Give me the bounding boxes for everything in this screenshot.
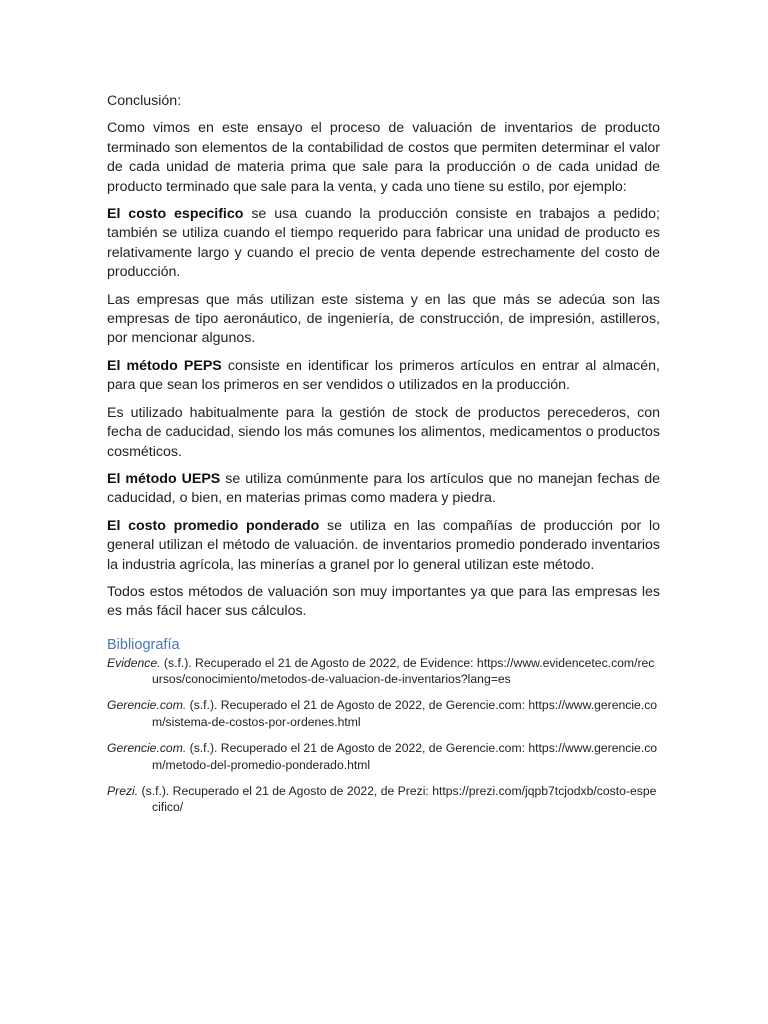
bibliography-list <box>107 655 660 816</box>
reference-item <box>107 740 660 773</box>
reference-item <box>107 655 660 688</box>
paragraph-text: Todos estos métodos de valuación son muy importantes ya que para las empresas les es más fácil hacer sus cálculos. <box>107 583 660 620</box>
paragraph-bold-lead: El costo especifico <box>107 206 244 223</box>
paragraph-bold-lead: El método PEPS <box>107 357 222 374</box>
bibliography-heading: Bibliografía <box>107 636 180 653</box>
paragraph-bold-lead: El método UEPS <box>107 470 221 487</box>
reference-text: (s.f.). Recuperado el 21 de Agosto de 2022, de Evidence: https://www.evidencetec.com/recursos/conocimiento/metodos-de-valuacion-de-inventarios?lang=es <box>152 655 655 687</box>
paragraph-text: consiste en identificar los primeros artículos en entrar al almacén, para que sean los primeros en ser vendidos o utilizados en la producción. <box>107 357 660 394</box>
paragraph-promedio-ponderado <box>107 517 660 575</box>
reference-source: Gerencie.com. <box>107 741 187 756</box>
reference-text: (s.f.). Recuperado el 21 de Agosto de 2022, de Gerencie.com: https://www.gerencie.com/metodo-del-promedio-ponderado.html <box>152 741 658 772</box>
paragraph-costo-especifico <box>107 205 660 283</box>
reference-source: Gerencie.com. <box>107 698 187 713</box>
reference-source: Evidence. <box>107 655 161 670</box>
paragraph-empresas <box>107 291 660 349</box>
paragraph-bold-lead: El costo promedio ponderado <box>107 517 320 534</box>
paragraph-text: Las empresas que más utilizan este sistema y en las que más se adecúa son las empresas de tipo aeronáutico, de ingeniería, de construcción, de impresión, astilleros, por mencionar algunos. <box>107 291 660 347</box>
conclusion-heading: Conclusión: <box>107 93 182 109</box>
reference-text: (s.f.). Recuperado el 21 de Agosto de 2022, de Prezi: https://prezi.com/jqpb7tcjodxb/costo-especifico/ <box>138 783 657 815</box>
paragraph-text: se utiliza comúnmente para los artículos que no manejan fechas de caducidad, o bien, en materias primas como madera y piedra. <box>107 470 660 507</box>
paragraph-perecederos <box>107 404 660 462</box>
paragraph-text: se utiliza en las compañías de producción por lo general utilizan el método de valuación. de inventarios promedio ponderado inventarios la industria agrícola, las minerías a granel por lo general utilizan este método. <box>107 517 660 573</box>
paragraph-closing <box>107 583 660 622</box>
reference-text: (s.f.). Recuperado el 21 de Agosto de 2022, de Gerencie.com: https://www.gerencie.com/sistema-de-costos-por-ordenes.html <box>152 698 658 730</box>
paragraph-intro <box>107 119 660 197</box>
paragraph-text: se usa cuando la producción consiste en trabajos a pedido; también se utiliza cuando el tiempo requerido para fabricar una unidad de producto es relativamente largo y cuando el precio de venta depende estrechamente del costo de producción. <box>107 206 660 281</box>
paragraph-peps <box>107 357 660 396</box>
reference-item <box>107 783 660 816</box>
paragraph-text: Es utilizado habitualmente para la gestión de stock de productos perecederos, con fecha de caducidad, siendo los más comunes los alimentos, medicamentos o productos cosméticos. <box>107 404 660 460</box>
reference-item <box>107 697 660 730</box>
document-page <box>107 92 660 826</box>
reference-source: Prezi. <box>107 783 139 798</box>
paragraph-text: Como vimos en este ensayo el proceso de valuación de inventarios de producto terminado son elementos de la contabilidad de costos que permiten determinar el valor de cada unidad de materia prima que sale para la producción o de cada unidad de producto terminado que sale para la venta, y cada uno tiene su estilo, por ejemplo: <box>107 120 660 195</box>
paragraph-ueps <box>107 470 660 509</box>
